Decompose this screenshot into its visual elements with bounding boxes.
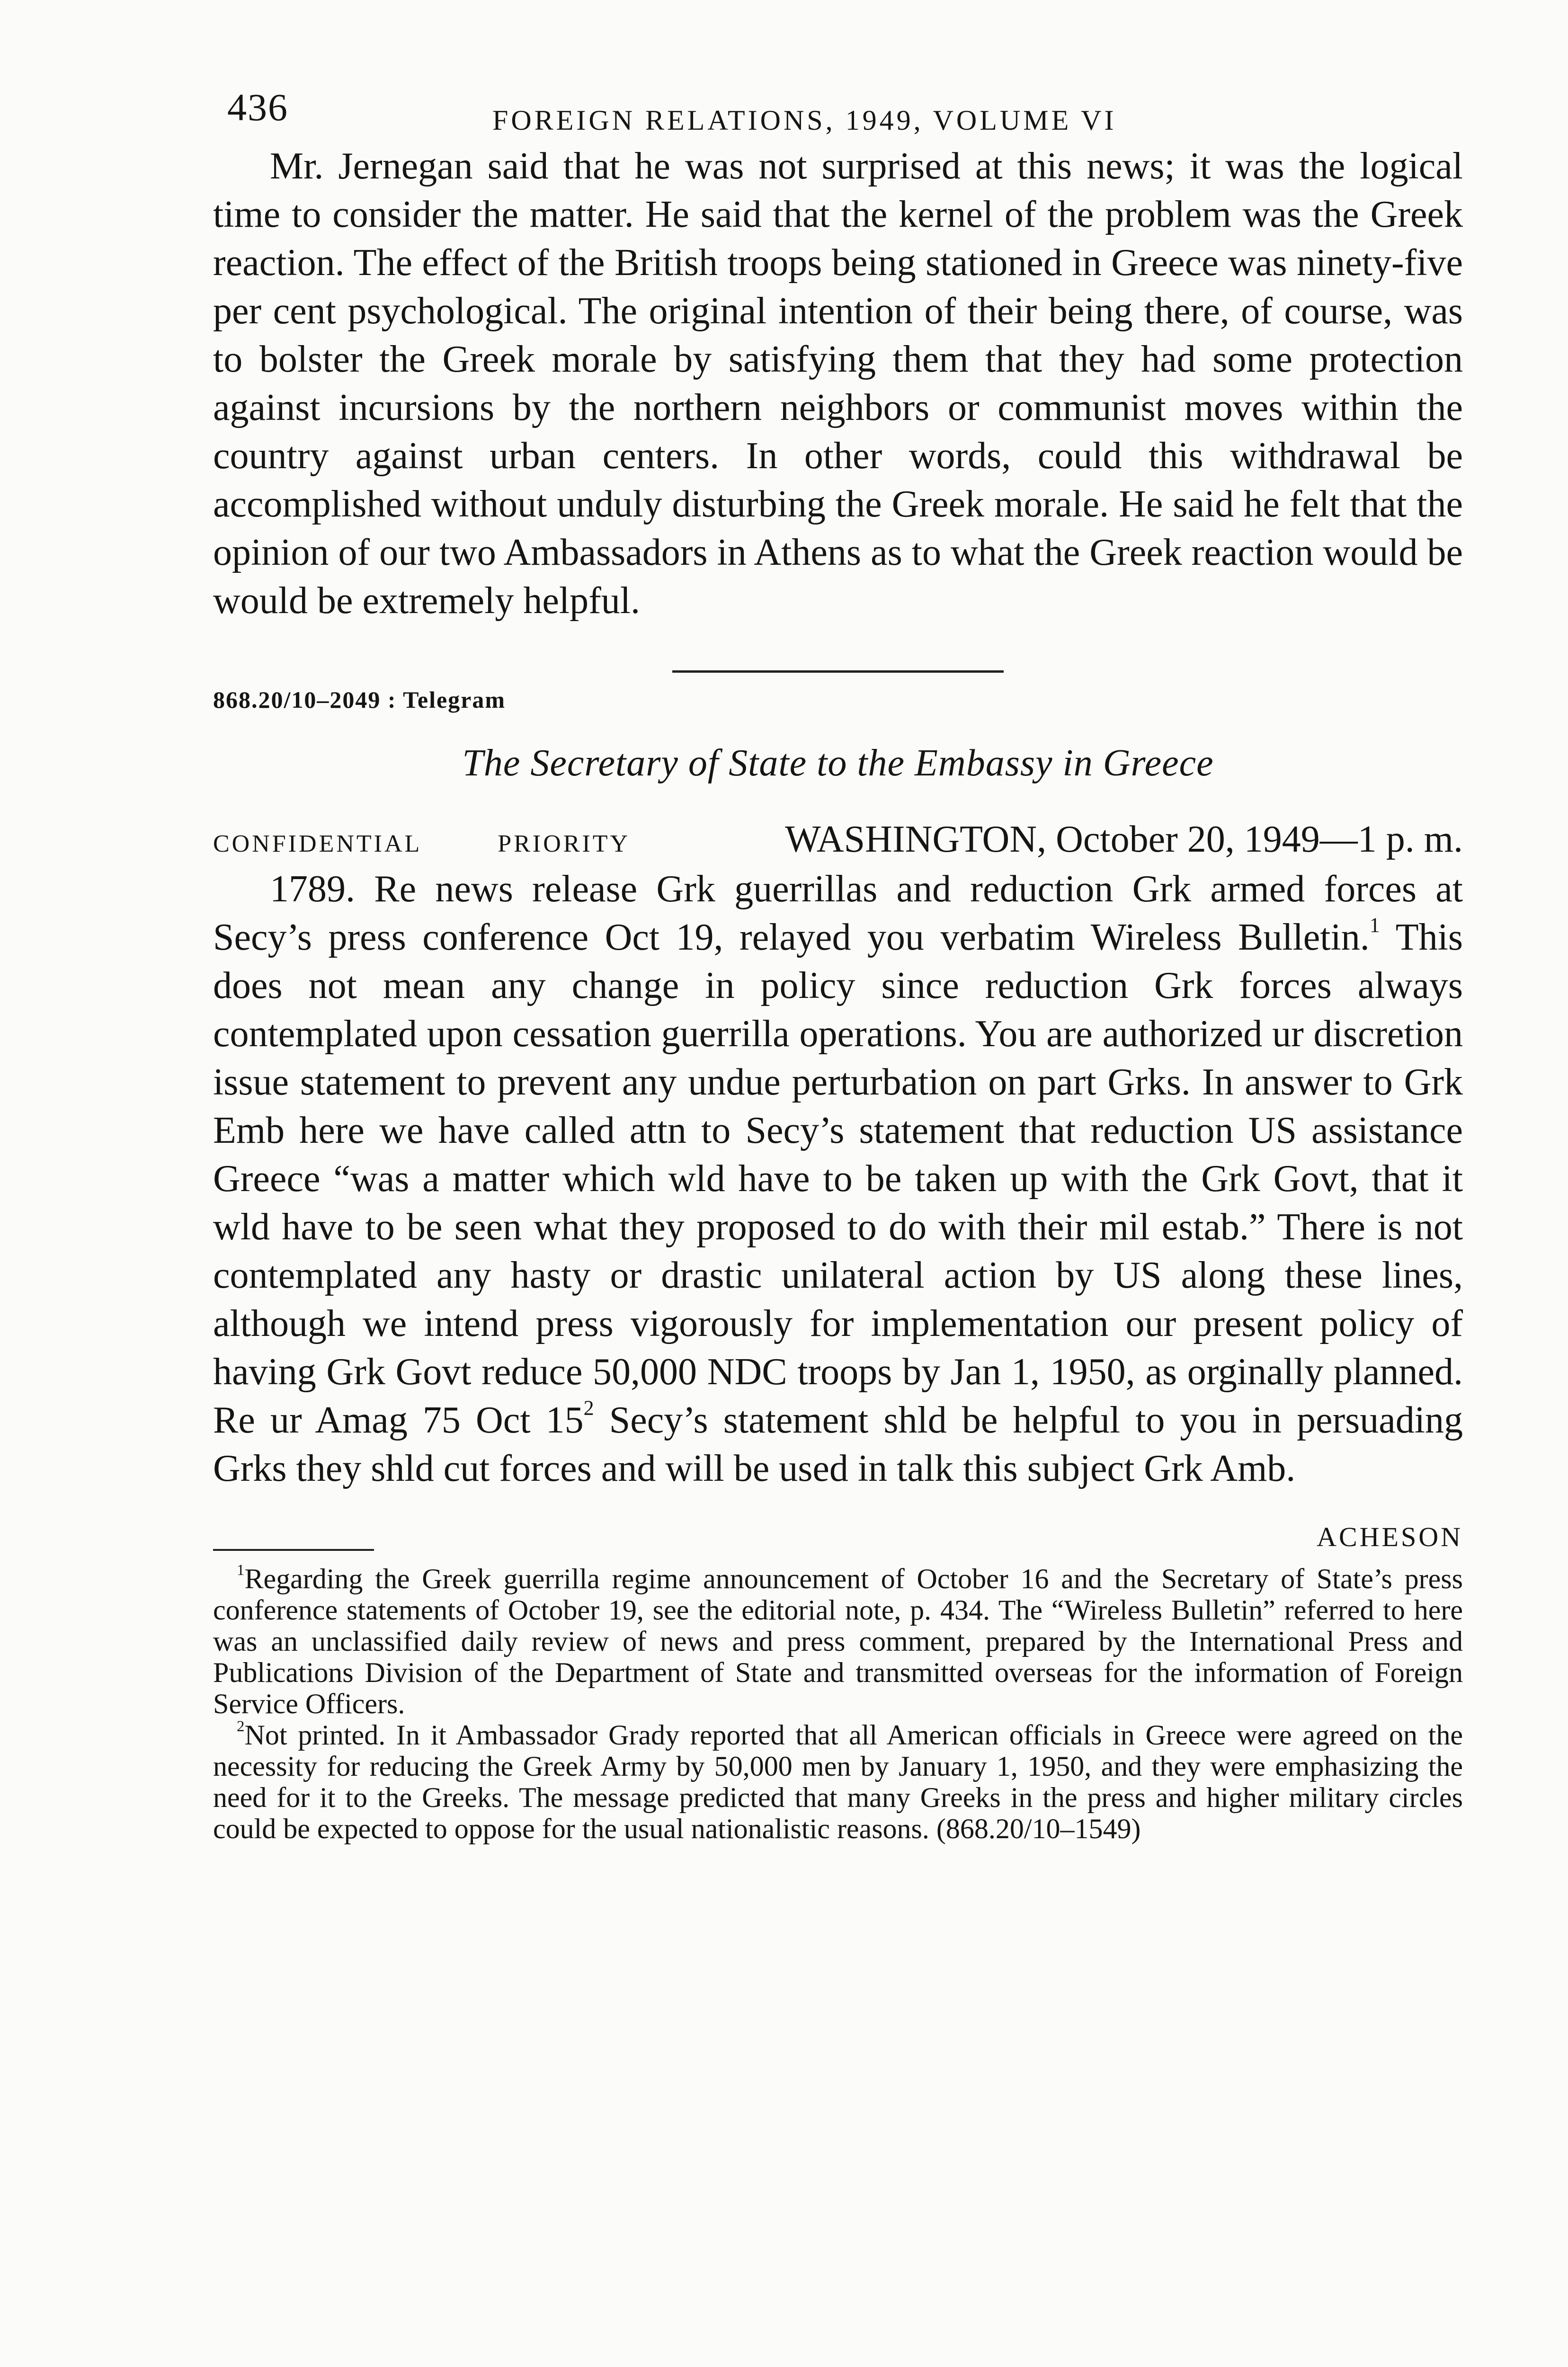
- signature: ACHESON: [1317, 1522, 1463, 1552]
- telegram-body-part-2: This does not mean any change in policy since reduction Grk forces always contemplated upon cessation guerrilla operations. You are authorized ur discretion issue statement to prevent any undue perturbation on part Grks. In answer to Grk Emb here we have called attn to Secy’s statement that reduction US assistance Greece “was a matter which wld have to be taken up with the Grk Govt, that it wld have to be seen what they proposed to do with their mil estab.” There is not contemplated any hasty or drastic unilateral action by US along these lines, although we intend press vigorously for implementation our present policy of having Grk Govt reduce 50,000 NDC troops by Jan 1, 1950, as orginally planned. Re ur Amag 75 Oct 15: [213, 917, 1463, 1441]
- footnote-ref-2: 2: [583, 1396, 594, 1420]
- page-number: 436: [227, 86, 288, 129]
- telegram-body-part-3: Secy’s statement shld be helpful to you in persuading Grks they shld cut forces and will be used in talk this subject Grk Amb.: [213, 1399, 1463, 1489]
- footnote-2: [213, 1719, 1463, 1844]
- running-title: FOREIGN RELATIONS, 1949, VOLUME VI: [492, 105, 1117, 136]
- document-title: The Secretary of State to the Embassy in Greece: [462, 742, 1214, 784]
- place-and-date: [785, 818, 1463, 861]
- telegram-body: [213, 865, 1463, 1493]
- footnote-divider: [213, 1549, 374, 1551]
- footnote-ref-1: 1: [1369, 913, 1380, 937]
- file-reference: 868.20/10–2049 : Telegram: [213, 686, 506, 713]
- classification-label: CONFIDENTIAL: [213, 830, 422, 857]
- dateline: [213, 818, 1463, 861]
- page-header: [213, 80, 1463, 142]
- document-page: [213, 80, 1463, 1844]
- date-time: , October 20, 1949—1 p. m.: [1037, 819, 1463, 860]
- footnote-marker-1: 1: [237, 1561, 245, 1579]
- priority-label: PRIORITY: [498, 830, 631, 857]
- footnote-text-1: Regarding the Greek guerrilla regime announcement of October 16 and the Secretary of State’s press conference statements of October 19, see the editorial note, p. 434. The “Wireless Bulletin” referred to here was an unclassified daily review of news and press comment, prepared by the International Press and Publications Division of the Department of State and transmitted overseas for the information of Foreign Service Officers.: [213, 1563, 1463, 1719]
- continuation-paragraph: Mr. Jernegan said that he was not surprised at this news; it was the logical time to consider the matter. He said that the kernel of the problem was the Greek reaction. The effect of the British troops being stationed in Greece was ninety-five per cent psychological. The original intention of their being there, of course, was to bolster the Greek morale by satisfying them that they had some protection against incursions by the northern neighbors or communist moves within the country against urban centers. In other words, could this withdrawal be accomplished without unduly disturbing the Greek morale. He said he felt that the opinion of our two Ambassadors in Athens as to what the Greek reaction would be would be extremely helpful.: [213, 145, 1463, 622]
- place-name: WASHINGTON: [785, 819, 1037, 860]
- footnote-1: [213, 1563, 1463, 1719]
- footnote-marker-2: 2: [237, 1717, 245, 1735]
- telegram-body-part-1: 1789. Re news release Grk guerrillas and reduction Grk armed forces at Secy’s press conference Oct 19, relayed you verbatim Wireless Bulletin.: [213, 868, 1463, 958]
- section-divider: [672, 670, 1004, 673]
- footnote-text-2: Not printed. In it Ambassador Grady reported that all American officials in Greece were agreed on the necessity for reducing the Greek Army by 50,000 men by January 1, 1950, and they were emphasizing the need for it to the Greeks. The message predicted that many Greeks in the press and higher military circles could be expected to oppose for the usual nationalistic reasons. (868.20/10–1549): [213, 1719, 1463, 1844]
